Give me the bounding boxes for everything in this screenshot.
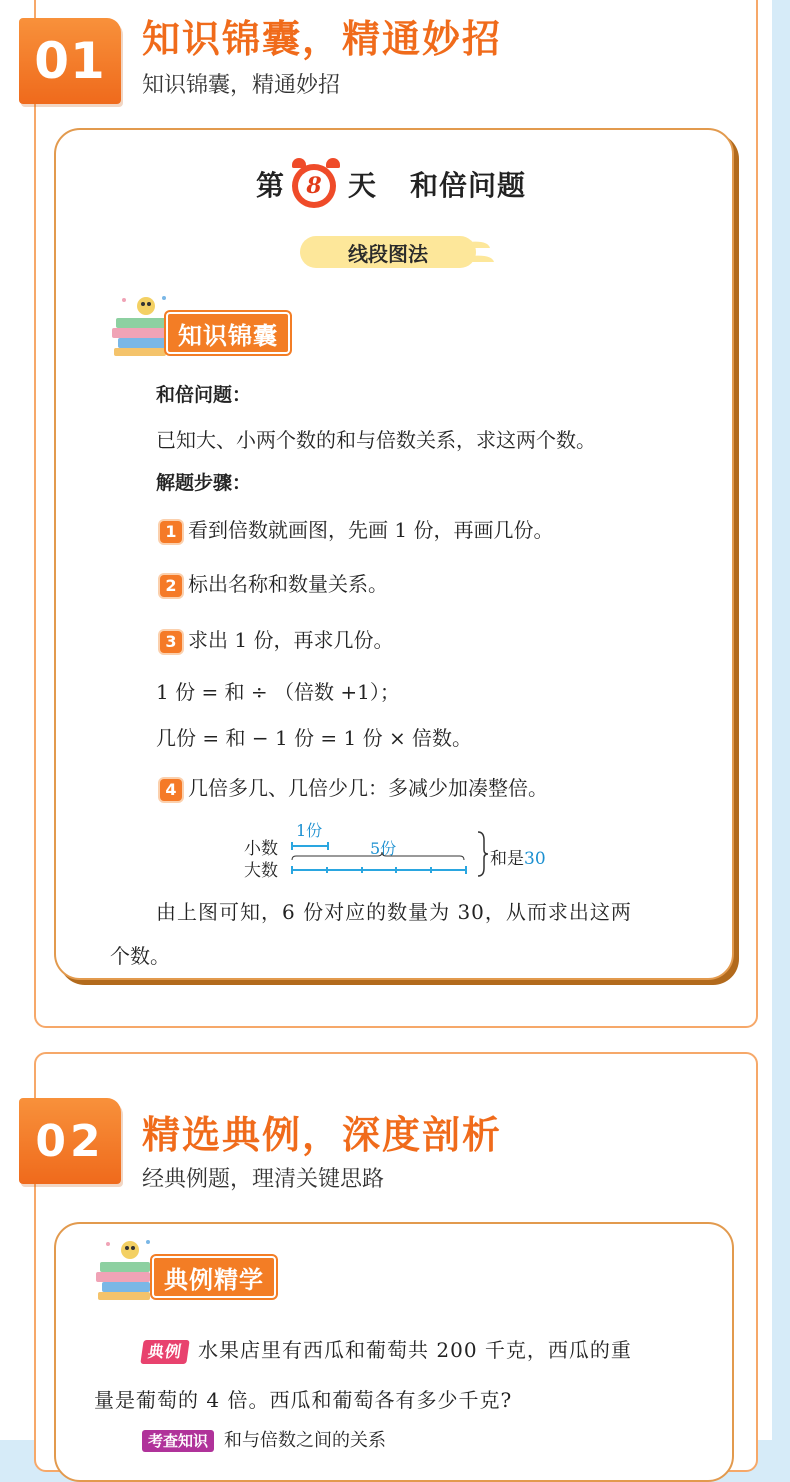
step-4-number: 4 [160,779,182,801]
books-icon [94,1236,156,1302]
day-number: 8 [298,170,330,202]
books-icon [110,292,172,358]
conclusion-line-2: 个数。 [110,944,170,968]
step-2-text: 标出名称和数量关系。 [188,572,388,596]
conclusion-line-1: 由上图可知，6 份对应的数量为 30，从而求出这两 [156,900,632,924]
step-2 [160,568,388,597]
alarm-clock-icon [290,158,342,210]
day-prefix: 第 [256,169,285,202]
pill-swoosh-icon [466,236,498,268]
step-3-text: 求出 1 份，再求几份。 [188,628,394,652]
knowledge-line [142,1426,386,1452]
formula-parts: 几份 = 和 − 1 份 = 1 份 × 倍数。 [156,726,473,750]
sum-value: 30 [524,849,546,869]
five-parts-label: 5份 [370,839,397,858]
sum-label [490,844,546,869]
knowledge-text: 和与倍数之间的关系 [224,1430,387,1451]
step-1-number: 1 [160,521,182,543]
example-stamp: 典例 [140,1340,189,1364]
example-tag: 典例精学 [152,1256,276,1298]
segment-diagram [244,816,554,880]
small-number-label: 小数 [244,839,278,859]
section-2-subtitle: 经典例题，理清关键思路 [142,1167,385,1192]
heading-steps: 解题步骤： [156,472,252,494]
section-1-title: 知识锦囊，精通妙招 [142,17,503,61]
day-title [256,158,526,210]
section-1-subtitle: 知识锦囊，精通妙招 [142,73,341,98]
step-1-text: 看到倍数就画图，先画 1 份，再画几份。 [188,518,554,542]
step-4 [160,772,548,801]
step-3-number: 3 [160,631,182,653]
example-text-1: 水果店里有西瓜和葡萄共 200 千克，西瓜的重 [198,1338,632,1362]
example-line-1 [142,1334,632,1364]
large-number-label: 大数 [244,861,278,881]
sum-text: 和是 [490,849,524,869]
heading-sum-multiple: 和倍问题： [156,384,252,406]
section-1-badge: 01 [19,18,121,104]
step-1 [160,514,553,543]
step-2-number: 2 [160,575,182,597]
day-suffix: 天 [348,169,377,202]
section-2-title: 精选典例，深度剖析 [142,1113,503,1157]
example-line-2: 量是葡萄的 4 倍。西瓜和葡萄各有多少千克? [94,1388,513,1412]
step-4-text: 几倍多几、几倍少几：多减少加凑整倍。 [188,776,548,800]
definition-text: 已知大、小两个数的和与倍数关系，求这两个数。 [156,428,596,452]
method-pill: 线段图法 [300,236,476,268]
knowledge-stamp: 考查知识 [142,1430,214,1452]
lesson-title: 和倍问题 [410,169,527,202]
formula-one-part: 1 份 = 和 ÷ （倍数 +1）； [156,680,400,704]
one-part-label: 1份 [296,821,323,840]
knowledge-tag: 知识锦囊 [166,312,290,354]
step-3 [160,624,393,653]
section-2-badge: 02 [19,1098,121,1184]
